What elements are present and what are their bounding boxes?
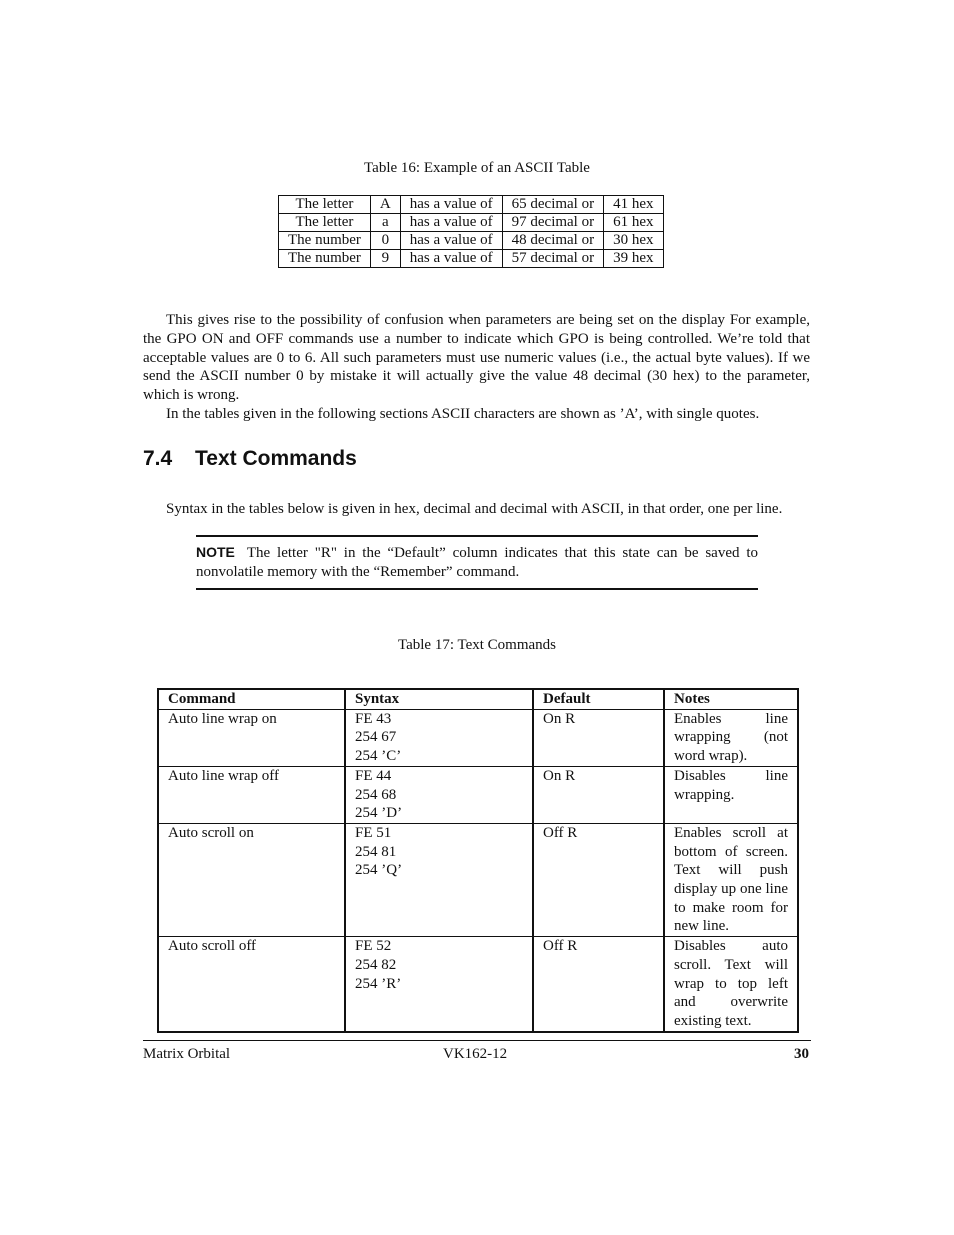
syntax-line: 254 ’D’ xyxy=(355,805,403,822)
note-label: NOTE xyxy=(196,544,235,560)
table-row xyxy=(158,937,798,1032)
header-default: Default xyxy=(533,689,664,709)
default-cell: Off R xyxy=(533,823,664,936)
notes-cell: Disables auto scroll. Text will wrap to top left and overwrite existing text. xyxy=(664,937,798,1032)
section-number: 7.4 xyxy=(143,447,173,470)
syntax-cell xyxy=(345,937,533,1032)
text-commands-table xyxy=(157,688,799,1033)
table-cell: The letter xyxy=(279,214,371,232)
section-heading xyxy=(143,447,357,471)
table-row xyxy=(158,709,798,766)
table-cell: The letter xyxy=(279,196,371,214)
table-row xyxy=(279,214,664,232)
default-cell: On R xyxy=(533,766,664,823)
table-cell: has a value of xyxy=(400,232,502,250)
table-cell: The number xyxy=(279,250,371,268)
syntax-line: 254 82 xyxy=(355,956,397,973)
table-cell: 9 xyxy=(370,250,400,268)
command-cell: Auto line wrap on xyxy=(158,709,345,766)
table-row xyxy=(158,766,798,823)
notes-cell: Enables scroll at bottom of screen. Text will push display up one line to make room for new line. xyxy=(664,823,798,936)
syntax-cell xyxy=(345,709,533,766)
section-intro: Syntax in the tables below is given in hex, decimal and decimal with ASCII, in that order, one per line. xyxy=(166,501,783,517)
syntax-cell xyxy=(345,766,533,823)
table-cell: The number xyxy=(279,232,371,250)
syntax-line: FE 51 xyxy=(355,824,392,841)
table-cell: has a value of xyxy=(400,196,502,214)
header-command: Command xyxy=(158,689,345,709)
table-row xyxy=(279,232,664,250)
table-cell: 41 hex xyxy=(604,196,663,214)
default-cell: Off R xyxy=(533,937,664,1032)
ascii-table xyxy=(278,195,664,268)
body-text xyxy=(143,311,810,424)
table-row xyxy=(158,823,798,936)
syntax-cell xyxy=(345,823,533,936)
command-cell: Auto scroll off xyxy=(158,937,345,1032)
command-cell: Auto line wrap off xyxy=(158,766,345,823)
syntax-line: 254 ’R’ xyxy=(355,975,402,992)
table-cell: 57 decimal or xyxy=(502,250,603,268)
syntax-line: FE 44 xyxy=(355,767,392,784)
section-intro-wrap xyxy=(143,500,810,519)
syntax-line: 254 ’C’ xyxy=(355,748,402,765)
default-cell: On R xyxy=(533,709,664,766)
notes-cell: Enables line wrapping (not word wrap). xyxy=(664,709,798,766)
syntax-line: 254 ’Q’ xyxy=(355,862,403,879)
table-cell: 61 hex xyxy=(604,214,663,232)
table-cell: A xyxy=(370,196,400,214)
note-box xyxy=(196,535,758,590)
note-text: The letter "R" in the “Default” column indicates that this state can be saved to nonvolatile memory with the “Remember” command. xyxy=(196,545,758,580)
table-cell: has a value of xyxy=(400,214,502,232)
syntax-line: FE 52 xyxy=(355,938,392,955)
footer-rule xyxy=(143,1040,811,1041)
paragraph-quotes: In the tables given in the following sections ASCII characters are shown as ’A’, with single quotes. xyxy=(166,405,760,422)
table-cell: 39 hex xyxy=(604,250,663,268)
table-cell: a xyxy=(370,214,400,232)
table17-caption: Table 17: Text Commands xyxy=(397,637,557,653)
table-cell: 30 hex xyxy=(604,232,663,250)
footer-center: VK162-12 xyxy=(443,1046,508,1062)
table-row xyxy=(279,250,664,268)
syntax-line: 254 81 xyxy=(355,843,397,860)
footer-left: Matrix Orbital xyxy=(143,1046,231,1062)
page-number: 30 xyxy=(794,1046,809,1062)
paragraph-confusion: This gives rise to the possibility of confusion when parameters are being set on the display For example, the GPO ON and OFF commands use a number to indicate which GPO is being controlled. We’re told that acceptable values are 0 to 6. All such parameters must use numeric values (i.e., the actual byte values). If we send the ASCII number 0 by mistake it will actually give the value 48 decimal (30 hex) to the parameter, which is wrong. xyxy=(143,312,810,404)
table16-caption: Table 16: Example of an ASCII Table xyxy=(364,160,590,176)
header-syntax: Syntax xyxy=(345,689,533,709)
table-cell: 97 decimal or xyxy=(502,214,603,232)
table-header-row xyxy=(158,689,798,709)
table-cell: 48 decimal or xyxy=(502,232,603,250)
syntax-line: FE 43 xyxy=(355,710,392,727)
command-cell: Auto scroll on xyxy=(158,823,345,936)
syntax-line: 254 67 xyxy=(355,729,397,746)
section-title: Text Commands xyxy=(195,447,357,470)
table-row xyxy=(279,196,664,214)
syntax-line: 254 68 xyxy=(355,786,397,803)
notes-cell: Disables line wrapping. xyxy=(664,766,798,823)
table-cell: 0 xyxy=(370,232,400,250)
header-notes: Notes xyxy=(664,689,798,709)
table-cell: 65 decimal or xyxy=(502,196,603,214)
table-cell: has a value of xyxy=(400,250,502,268)
